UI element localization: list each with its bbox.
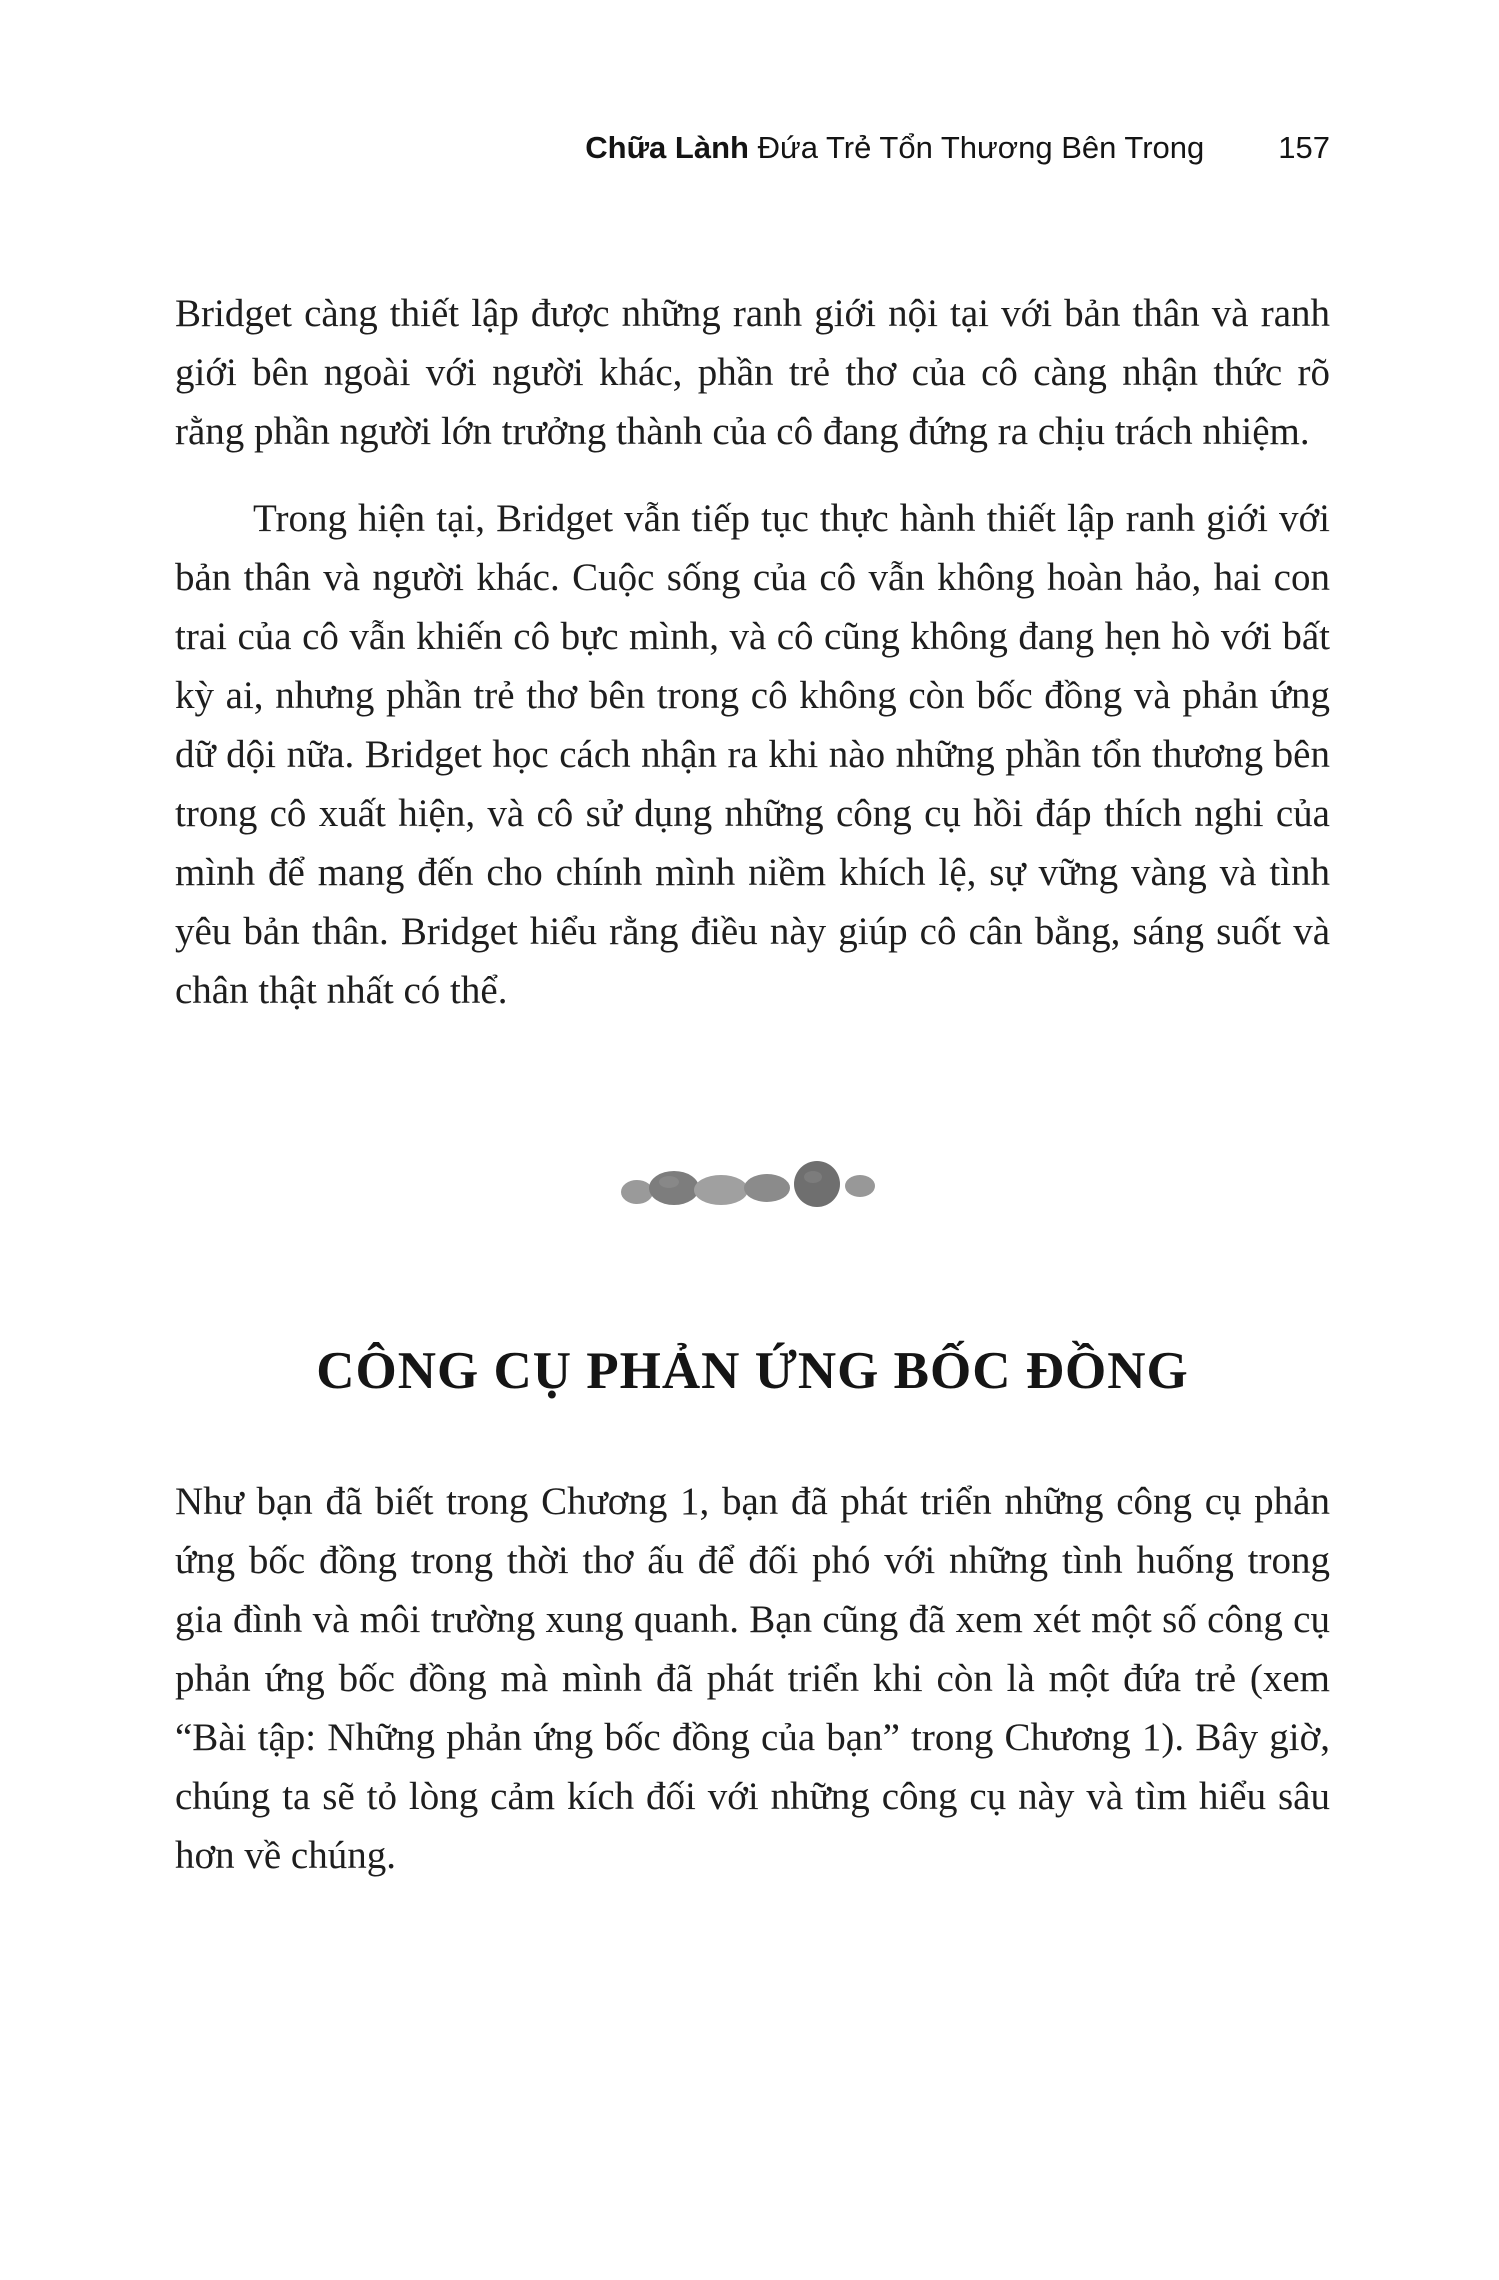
header-title-rest: Đứa Trẻ Tổn Thương Bên Trong	[748, 130, 1205, 165]
running-header	[175, 130, 1330, 166]
paragraph: Trong hiện tại, Bridget vẫn tiếp tục thực hành thiết lập ranh giới với bản thân và người khác. Cuộc sống của cô vẫn không hoàn hảo, hai con trai của cô vẫn khiến cô bực mình, và cô cũng không đang hẹn hò với bất kỳ ai, nhưng phần trẻ thơ bên trong cô không còn bốc đồng và phản ứng dữ dội nữa. Bridget học cách nhận ra khi nào những phần tổn thương bên trong cô xuất hiện, và cô sử dụng những công cụ hồi đáp thích nghi của mình để mang đến cho chính mình niềm khích lệ, sự vững vàng và tình yêu bản thân. Bridget hiểu rằng điều này giúp cô cân bằng, sáng suốt và chân thật nhất có thể.	[175, 497, 1330, 1012]
page-number: 157	[1278, 130, 1330, 165]
section-heading: CÔNG CỤ PHẢN ỨNG BỐC ĐỒNG	[316, 1342, 1189, 1400]
paragraph: Bridget càng thiết lập được những ranh giới nội tại với bản thân và ranh giới bên ngoài với người khác, phần trẻ thơ của cô càng nhận thức rõ rằng phần người lớn trưởng thành của cô đang đứng ra chịu trách nhiệm.	[175, 292, 1330, 453]
running-header-title	[585, 130, 1204, 166]
pebbles-divider-image	[175, 1152, 1330, 1218]
pebbles-icon	[617, 1152, 889, 1218]
paragraph: Như bạn đã biết trong Chương 1, bạn đã phát triển những công cụ phản ứng bốc đồng trong thời thơ ấu để đối phó với những tình huống trong gia đình và môi trường xung quanh. Bạn cũng đã xem xét một số công cụ phản ứng bốc đồng mà mình đã phát triển khi còn là một đứa trẻ (xem “Bài tập: Những phản ứng bốc đồng của bạn” trong Chương 1). Bây giờ, chúng ta sẽ tỏ lòng cảm kích đối với những công cụ này và tìm hiểu sâu hơn về chúng.	[175, 1480, 1330, 1877]
header-title-bold: Chữa Lành	[585, 130, 749, 165]
